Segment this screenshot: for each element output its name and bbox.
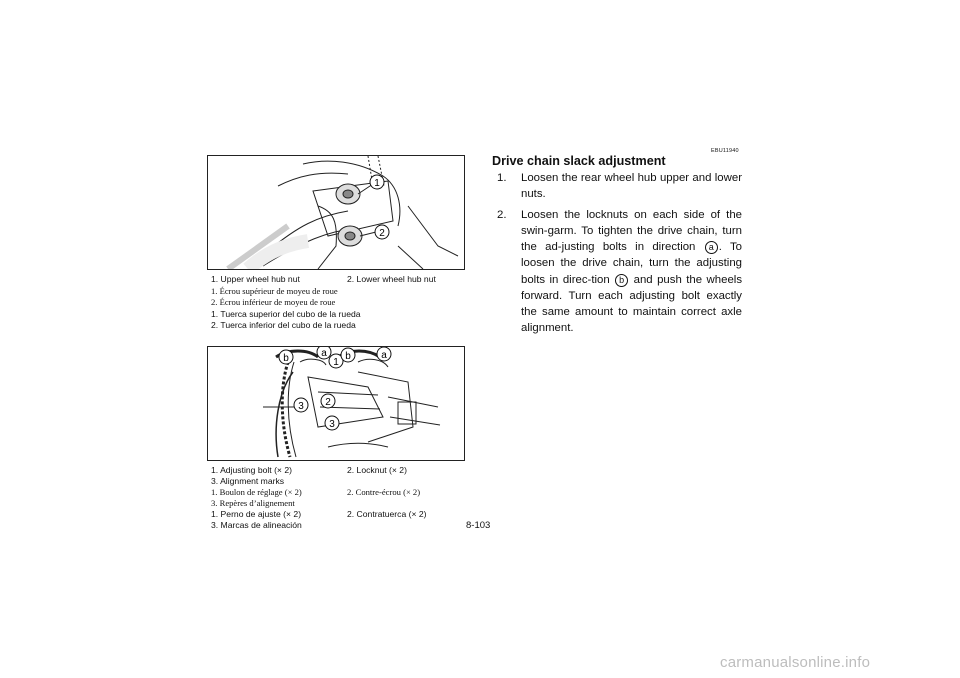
callout-a-left bbox=[317, 347, 331, 359]
direction-a-marker: a bbox=[705, 241, 718, 254]
drive-chain-adjuster-illustration bbox=[207, 346, 465, 461]
callout-b-left bbox=[279, 350, 293, 364]
callout-1 bbox=[370, 175, 384, 189]
svg-text:3: 3 bbox=[298, 401, 304, 412]
figure1-caption-french: 1. Écrou supérieur de moyeu de roue 2. Écrou inférieur de moyeu de roue bbox=[211, 286, 338, 307]
section-code: EBU11940 bbox=[711, 148, 739, 154]
figure2-caption-english: 1. Adjusting bolt (× 2) 2. Locknut (× 2) 3. Alignment marks bbox=[211, 465, 407, 486]
svg-text:b: b bbox=[345, 351, 351, 362]
instruction-steps bbox=[492, 170, 742, 341]
figure1-caption-english: 1. Upper wheel hub nut 2. Lower wheel hub nut bbox=[211, 274, 436, 284]
svg-text:1: 1 bbox=[374, 178, 380, 189]
drive-chain-drawing bbox=[208, 347, 464, 460]
callout-2 bbox=[375, 225, 389, 239]
svg-text:2: 2 bbox=[325, 397, 331, 408]
step-1: 1. Loosen the rear wheel hub upper and lower nuts. bbox=[497, 172, 742, 201]
watermark: carmanualsonline.info bbox=[720, 654, 871, 671]
figure1-caption-spanish: 1. Tuerca superior del cubo de la rueda 2. Tuerca inferior del cubo de la rueda bbox=[211, 309, 361, 330]
callout-b-right bbox=[341, 348, 355, 362]
callout-2 bbox=[321, 394, 335, 408]
direction-b-marker: b bbox=[615, 274, 628, 287]
section-title: Drive chain slack adjustment bbox=[492, 154, 666, 168]
svg-text:3: 3 bbox=[329, 419, 335, 430]
callout-3-right bbox=[325, 416, 339, 430]
figure2-caption-spanish: 1. Perno de ajuste (× 2) 2. Contratuerca (× 2) 3. Marcas de alineación bbox=[211, 509, 427, 530]
svg-text:b: b bbox=[283, 353, 289, 364]
wheel-hub-illustration bbox=[207, 155, 465, 270]
svg-text:1: 1 bbox=[333, 357, 339, 368]
svg-text:a: a bbox=[321, 348, 327, 359]
figure2-caption-french: 1. Boulon de réglage (× 2) 2. Contre-écrou (× 2) 3. Repères d’alignement bbox=[211, 487, 421, 508]
page-number: 8-103 bbox=[466, 520, 491, 531]
wheel-hub-drawing bbox=[208, 156, 464, 269]
step-2: 2. Loosen the locknuts on each side of the swin-garm. To tighten the drive chain, turn the ad-justing bolts in direction a . To loosen the drive chain, turn the adjusting bolts in direc-tion b and push the wheels forward. Turn each adjusting bolt exactly the same amount to maintain correct axle alignment. bbox=[497, 209, 743, 334]
callout-a-right bbox=[377, 347, 391, 361]
svg-text:a: a bbox=[381, 350, 387, 361]
svg-text:2: 2 bbox=[379, 228, 385, 239]
callout-3-left bbox=[294, 398, 308, 412]
